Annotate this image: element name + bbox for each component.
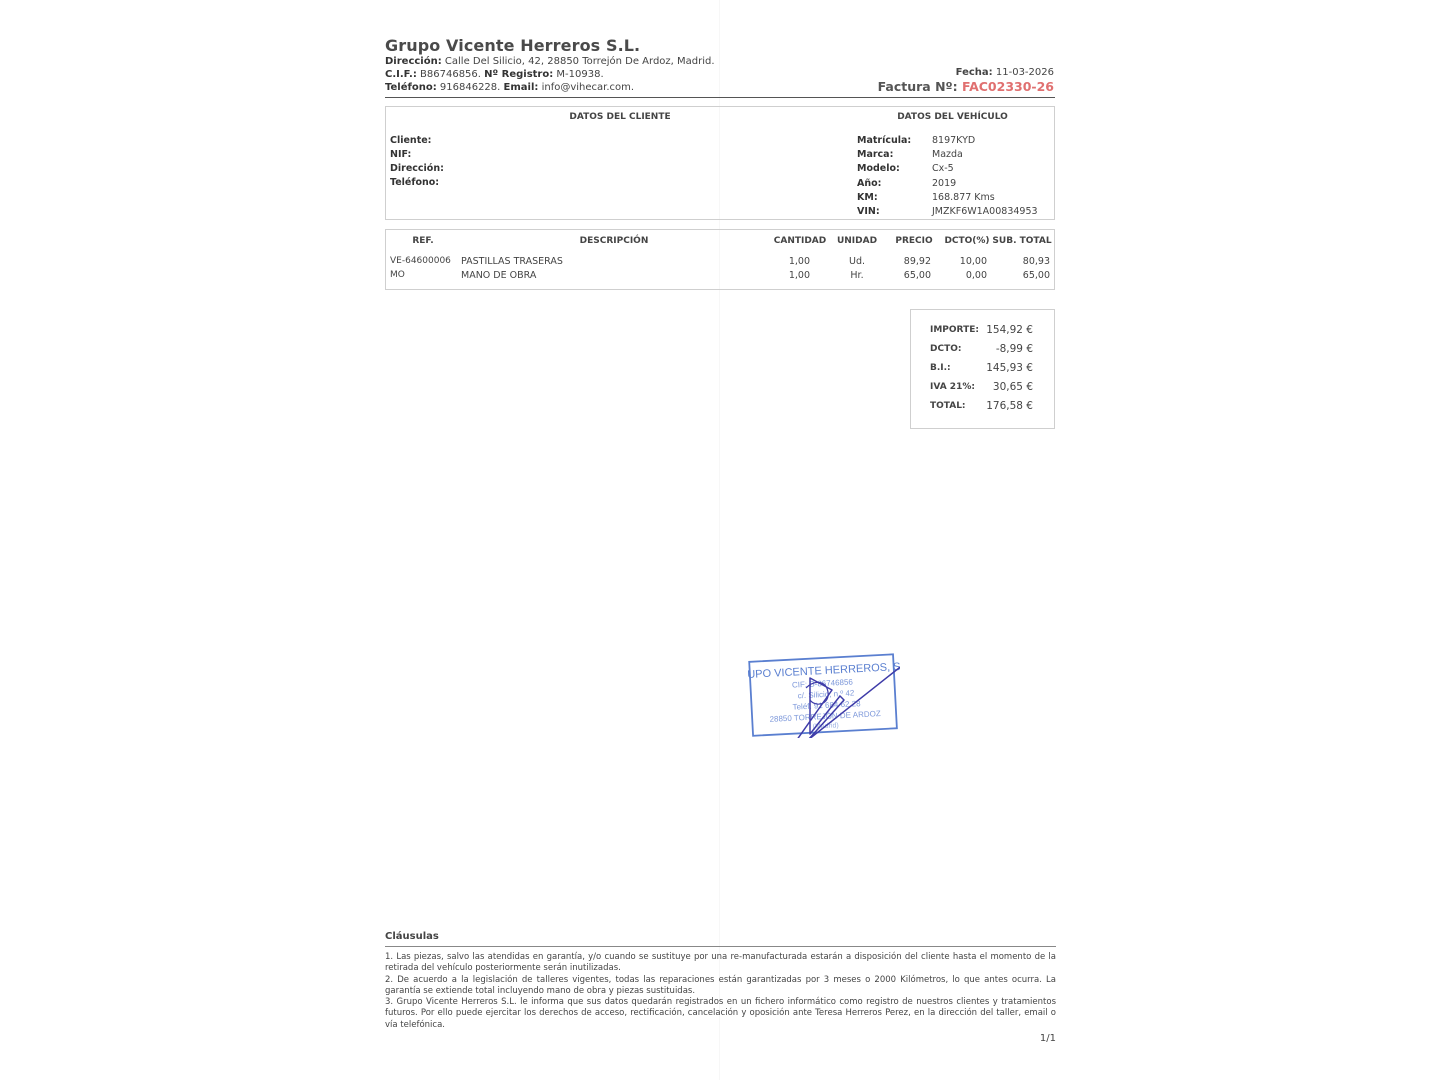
clauses-title: Cláusulas [385,931,439,942]
registro-label: Nº Registro: [484,69,554,80]
registro-value: M-10938. [556,69,604,80]
client-section-title: DATOS DEL CLIENTE [569,112,671,122]
clause-2: 2. De acuerdo a la legislación de talleres vigentes, todas las reparaciones están garantizadas por 3 meses o 2000 Kilómetros, lo que antes ocurra. La garantía se extiende total incluyendo mano de obra y piezas sustituidas. [385,974,1056,996]
client-name-label: Cliente: [390,135,432,146]
address-label: Dirección: [385,56,442,67]
row-2-ref: MO [390,270,405,280]
col-header-description: DESCRIPCIÓN [579,236,649,246]
col-header-unit: UNIDAD [836,236,878,246]
col-header-quantity: CANTIDAD [773,236,827,246]
row-1-discount: 10,00 [959,256,987,267]
vehicle-km-value: 168.877 Kms [932,192,995,203]
row-1-subtotal: 80,93 [1022,256,1050,267]
row-2-price: 65,00 [903,270,931,281]
client-phone-label: Teléfono: [390,177,440,188]
client-address-label: Dirección: [390,163,444,174]
cif-value: B86746856. [420,69,481,80]
stamp-line-4: Teléf. 91 684 62 28 [792,699,861,712]
total-base-value: 145,93 € [986,362,1033,374]
vehicle-vin-label: VIN: [857,206,880,217]
email-label: Email: [503,82,539,93]
stamp-line-1: GRUPO VICENTE HERREROS, S.L. [748,660,900,682]
row-1-price: 89,92 [903,256,931,267]
stamp-graphic [748,650,900,738]
company-contact-line [385,82,634,93]
vehicle-make-value: Mazda [932,149,963,160]
address-value: Calle Del Silicio, 42, 28850 Torrejón De Ardoz, Madrid. [444,56,715,67]
vehicle-year-value: 2019 [932,178,957,189]
total-discount-label: DCTO: [930,344,962,354]
row-1-ref: VE-64600006 [390,256,451,266]
stamp-line-2: CIF: B-86746856 [791,677,854,690]
row-1-description: PASTILLAS TRASERAS [461,256,563,267]
total-discount-value: -8,99 € [995,343,1033,355]
company-name: Grupo Vicente Herreros S.L. [385,36,641,55]
col-header-subtotal: SUB. TOTAL [992,236,1052,246]
company-address-line [385,56,715,67]
total-importe-value: 154,92 € [986,324,1033,336]
invoice-number-label: Factura Nº: [877,79,958,94]
vehicle-plate-label: Matrícula: [857,135,912,146]
row-1-quantity: 1,00 [788,256,810,267]
phone-label: Teléfono: [385,82,437,93]
email-value: info@vihecar.com. [541,82,635,93]
clauses-divider [385,946,1056,947]
vehicle-make-label: Marca: [857,149,894,160]
total-grand-label: TOTAL: [930,401,966,411]
vehicle-model-label: Modelo: [857,163,900,174]
total-importe-label: IMPORTE: [930,325,979,335]
stamp-line-3: c/. Silicio, n.º 42 [797,688,855,701]
invoice-number [840,79,1054,94]
vehicle-plate-value: 8197KYD [932,135,976,146]
row-1-unit: Ud. [848,256,865,267]
invoice-date [860,67,1054,78]
row-2-unit: Hr. [850,270,864,281]
phone-value: 916846228. [439,82,501,93]
total-grand-value: 176,58 € [986,400,1033,412]
date-value: 11-03-2026 [995,67,1054,78]
stamp-line-5: 28850 TORREJÓN DE ARDOZ [769,709,881,724]
clauses-text [385,952,1056,1031]
vehicle-year-label: Año: [857,178,882,189]
client-nif-label: NIF: [390,149,412,160]
row-2-discount: 0,00 [965,270,987,281]
vehicle-km-label: KM: [857,192,878,203]
col-header-ref: REF. [412,236,434,246]
row-2-quantity: 1,00 [788,270,810,281]
clause-3: 3. Grupo Vicente Herreros S.L. le informa que sus datos quedarán registrados en un fichero informático como registro de nuestros clientes y tratamientos futuros. Por ello puede ejercitar los derechos de acceso, rectificación, cancelación y oposición ante Teresa Herreros Perez, en la dirección del taller, email o vía telefónica. [385,997,1056,1030]
total-vat-value: 30,65 € [992,381,1033,393]
col-header-discount: DCTO(%) [944,236,990,246]
row-2-description: MANO DE OBRA [461,270,537,281]
stamp-line-6: (Madrid) [812,722,839,731]
vehicle-model-value: Cx-5 [932,163,954,174]
company-cif-line [385,69,604,80]
clause-1: 1. Las piezas, salvo las atendidas en garantía, y/o cuando se sustituye por una re-manufacturada estarán a disposición del cliente hasta el momento de la retirada del vehículo posteriormente serán inutilizadas. [385,952,1056,974]
date-label: Fecha: [955,67,993,78]
total-base-label: B.I.: [930,363,951,373]
col-header-price: PRECIO [895,236,933,246]
total-vat-label: IVA 21%: [930,382,975,392]
row-2-subtotal: 65,00 [1022,270,1050,281]
header-divider [385,97,1055,98]
invoice-number-value: FAC02330-26 [961,79,1054,94]
page-number: 1/1 [1039,1033,1056,1044]
cif-label: C.I.F.: [385,69,417,80]
company-stamp [748,650,900,738]
vehicle-vin-value: JMZKF6W1A00834953 [932,206,1038,217]
vehicle-section-title: DATOS DEL VEHÍCULO [897,112,1008,122]
